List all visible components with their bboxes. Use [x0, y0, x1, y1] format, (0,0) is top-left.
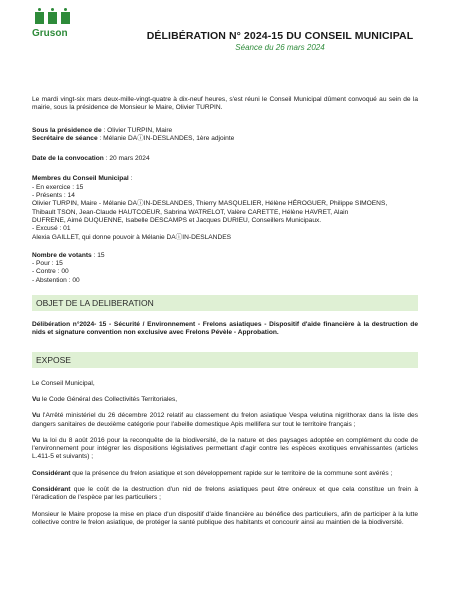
objet-section-heading: OBJET DE LA DELIBERATION [32, 295, 418, 311]
membres-line: Olivier TURPIN, Maire - Mélanie DAⓘIN-DESLANDES, Thierry MASQUELIER, Hélène HÉROGUER, Philippe SIMOENS, [32, 200, 388, 208]
convocation-label: Date de la convocation [32, 155, 104, 163]
document-title: DÉLIBÉRATION N° 2024-15 DU CONSEIL MUNICIPAL [146, 30, 414, 42]
document-header [130, 30, 430, 52]
membres-heading [32, 175, 418, 183]
vu-paragraph [32, 437, 418, 462]
intro-paragraph: Le mardi vingt-six mars deux-mille-vingt-quatre à dix-neuf heures, s'est réuni le Conseil Municipal dûment convoqué au sein de la mairie, sous la présidence de Monsieur le Maire, Olivier TURPIN. [32, 96, 418, 112]
vu-text: le Code Général des Collectivités Territoriales, [40, 395, 178, 403]
vu-paragraph [32, 396, 418, 404]
membres-line: - Présents : 14 [32, 192, 75, 200]
logo-emblem [30, 8, 74, 24]
presidence-line [32, 127, 418, 135]
document-body [32, 96, 418, 535]
membres-label: Membres du Conseil Municipal [32, 175, 129, 183]
votants-line: - Abstention : 00 [32, 276, 80, 284]
gruson-logo [30, 8, 74, 48]
presidence-value: : Olivier TURPIN, Maire [101, 126, 173, 134]
considerant-paragraph [32, 470, 418, 478]
vu-label: Vu [32, 436, 41, 444]
considerant-label: Considérant [32, 486, 71, 494]
membres-line: Alexia GAILLET, qui donne pouvoir à Mélanie DAⓘIN-DESLANDES [32, 233, 232, 241]
membres-line: - Excusé : 01 [32, 225, 71, 233]
votants-label: Nombre de votants [32, 251, 92, 259]
expose-section-heading: EXPOSE [32, 352, 418, 368]
logo-mark [48, 8, 57, 24]
presidence-label: Sous la présidence de [32, 126, 102, 134]
vu-text: l'Arrêté ministériel du 26 décembre 2012 relatif au classement du frelon asiatique Vespa velutina nigrithorax dans la liste des dangers sanitaires de deuxième catégorie pour l'abeille domestique Apis mellifera sur tout le territoire français ; [32, 412, 418, 428]
votants-heading [32, 252, 418, 260]
vu-label: Vu [32, 395, 41, 403]
membres-colon: : [128, 175, 133, 183]
document-subtitle: Séance du 26 mars 2024 [235, 43, 325, 52]
secretaire-line [32, 135, 418, 143]
deliberation-title: Délibération n°2024- 15 - Sécurité / Environnement - Frelons asiatiques - Dispositif d'aide financière à la destruction de nids et signature convention non exclusive avec Frelons Pévèle - Approbation. [32, 321, 418, 337]
logo-mark [35, 8, 44, 24]
vu-label: Vu [32, 412, 41, 420]
votants-line: - Pour : 15 [32, 260, 63, 268]
considerant-text: que le coût de la destruction d'un nid de frelons asiatiques peut être onéreux et que cela constitue un frein à l'éradication de l'espèce par les particuliers ; [32, 486, 418, 502]
secretaire-value: : Mélanie DAⓘIN-DESLANDES, 1ère adjointe [97, 134, 235, 142]
logo-mark [61, 8, 70, 24]
votants-line: - Contre : 00 [32, 268, 69, 276]
considerant-paragraph [32, 486, 418, 503]
vu-text: la loi du 8 août 2016 pour la reconquête de la biodiversité, de la nature et des paysages adoptée en complément du code de l'environnement pour intégrer les dispositions législatives permettant d'agir contre les espèces exotiques envahissantes (articles L.411-5 et suivants) ; [32, 436, 418, 461]
secretaire-label: Secrétaire de séance [32, 134, 98, 142]
membres-line: DUFRENE, Aimé DUQUENNE, Isabelle DESCAMPS et Jacques DURIEU, Conseillers Municipaux. [32, 216, 322, 224]
logo-text: Gruson [32, 28, 68, 39]
membres-line: Thibault TSON, Jean-Claude HAUTCOEUR, Sabrina WATRELOT, Valère CARETTE, Hélène HAVRET, Alain [32, 208, 349, 216]
membres-line: - En exercice : 15 [32, 183, 84, 191]
convocation-value: : 20 mars 2024 [103, 155, 150, 163]
proposal-paragraph: Monsieur le Maire propose la mise en place d'un dispositif d'aide financière au bénéfice des particuliers, afin de participer à la lutte collective contre le frelon asiatique, de protéger la santé publique des habitants et concourir ainsi au maintien de la biodiversité. [32, 510, 418, 526]
vu-paragraph [32, 412, 418, 429]
conseil-line: Le Conseil Municipal, [32, 379, 95, 387]
considerant-label: Considérant [32, 469, 71, 477]
votants-value: : 15 [91, 251, 105, 259]
considerant-text: que la présence du frelon asiatique et son développement rapide sur le territoire de la commune sont avérés ; [70, 469, 393, 477]
convocation-line [32, 155, 418, 163]
